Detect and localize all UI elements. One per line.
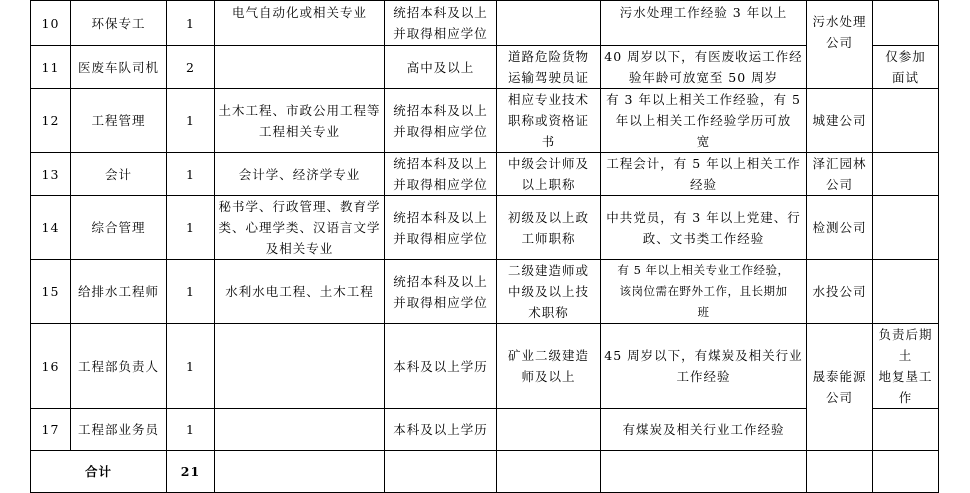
major-requirement <box>215 409 385 451</box>
table-row <box>31 196 939 260</box>
qualification-requirement: 相应专业技术 职称或资格证 书 <box>497 89 601 153</box>
headcount: 1 <box>167 324 215 409</box>
headcount: 1 <box>167 89 215 153</box>
empty-cell <box>215 451 385 493</box>
table-row <box>31 153 939 196</box>
major-requirement: 会计学、经济学专业 <box>215 153 385 196</box>
education-requirement: 统招本科及以上 并取得相应学位 <box>385 1 497 46</box>
total-row <box>31 451 939 493</box>
row-number: 10 <box>31 1 71 46</box>
major-requirement: 秘书学、行政管理、教育学 类、心理学类、汉语言文学 及相关专业 <box>215 196 385 260</box>
row-number: 17 <box>31 409 71 451</box>
experience-requirement: 有 5 年以上相关专业工作经验， 该岗位需在野外工作，且长期加 班 <box>601 260 807 324</box>
row-number: 12 <box>31 89 71 153</box>
education-requirement: 统招本科及以上 并取得相应学位 <box>385 196 497 260</box>
company-name: 污水处理 公司 <box>807 1 873 89</box>
total-count: 21 <box>167 451 215 493</box>
qualification-requirement <box>497 1 601 46</box>
education-requirement: 本科及以上学历 <box>385 324 497 409</box>
recruitment-table <box>30 0 939 493</box>
experience-requirement: 工程会计，有 5 年以上相关工作 经验 <box>601 153 807 196</box>
row-number: 16 <box>31 324 71 409</box>
remark <box>873 260 939 324</box>
position-name: 环保专工 <box>71 1 167 46</box>
table-row <box>31 89 939 153</box>
experience-requirement: 污水处理工作经验 3 年以上 <box>601 1 807 46</box>
remark <box>873 89 939 153</box>
remark: 负责后期土 地复垦工作 <box>873 324 939 409</box>
empty-cell <box>385 451 497 493</box>
remark: 仅参加 面试 <box>873 46 939 89</box>
company-name: 水投公司 <box>807 260 873 324</box>
qualification-requirement: 中级会计师及 以上职称 <box>497 153 601 196</box>
empty-cell <box>807 451 873 493</box>
row-number: 15 <box>31 260 71 324</box>
row-number: 14 <box>31 196 71 260</box>
education-requirement: 高中及以上 <box>385 46 497 89</box>
table-row <box>31 324 939 409</box>
position-name: 会计 <box>71 153 167 196</box>
qualification-requirement <box>497 409 601 451</box>
position-name: 工程管理 <box>71 89 167 153</box>
empty-cell <box>497 451 601 493</box>
empty-cell <box>873 451 939 493</box>
table-row <box>31 1 939 46</box>
company-name: 城建公司 <box>807 89 873 153</box>
position-name: 工程部负责人 <box>71 324 167 409</box>
education-requirement: 统招本科及以上 并取得相应学位 <box>385 89 497 153</box>
education-requirement: 统招本科及以上 并取得相应学位 <box>385 153 497 196</box>
remark <box>873 1 939 46</box>
experience-requirement: 40 周岁以下，有医废收运工作经 验年龄可放宽至 50 周岁 <box>601 46 807 89</box>
row-number: 13 <box>31 153 71 196</box>
empty-cell <box>601 451 807 493</box>
headcount: 1 <box>167 409 215 451</box>
major-requirement: 水利水电工程、土木工程 <box>215 260 385 324</box>
qualification-requirement: 道路危险货物 运输驾驶员证 <box>497 46 601 89</box>
headcount: 1 <box>167 1 215 46</box>
experience-requirement: 有 3 年以上相关工作经验，有 5 年以上相关工作经验学历可放 宽 <box>601 89 807 153</box>
headcount: 1 <box>167 260 215 324</box>
position-name: 医废车队司机 <box>71 46 167 89</box>
headcount: 2 <box>167 46 215 89</box>
headcount: 1 <box>167 196 215 260</box>
table-row <box>31 46 939 89</box>
major-requirement <box>215 324 385 409</box>
headcount: 1 <box>167 153 215 196</box>
qualification-requirement: 矿业二级建造 师及以上 <box>497 324 601 409</box>
table-row <box>31 260 939 324</box>
major-requirement: 土木工程、市政公用工程等 工程相关专业 <box>215 89 385 153</box>
qualification-requirement: 初级及以上政 工师职称 <box>497 196 601 260</box>
remark <box>873 409 939 451</box>
row-number: 11 <box>31 46 71 89</box>
remark <box>873 196 939 260</box>
education-requirement: 本科及以上学历 <box>385 409 497 451</box>
major-requirement <box>215 46 385 89</box>
qualification-requirement: 二级建造师或 中级及以上技 术职称 <box>497 260 601 324</box>
experience-requirement: 45 周岁以下，有煤炭及相关行业 工作经验 <box>601 324 807 409</box>
company-name: 检测公司 <box>807 196 873 260</box>
company-name: 晟泰能源 公司 <box>807 324 873 451</box>
total-label: 合计 <box>31 451 167 493</box>
table-row <box>31 409 939 451</box>
company-name: 泽汇园林 公司 <box>807 153 873 196</box>
position-name: 工程部业务员 <box>71 409 167 451</box>
experience-requirement: 有煤炭及相关行业工作经验 <box>601 409 807 451</box>
remark <box>873 153 939 196</box>
major-requirement: 电气自动化或相关专业 <box>215 1 385 46</box>
position-name: 给排水工程师 <box>71 260 167 324</box>
education-requirement: 统招本科及以上 并取得相应学位 <box>385 260 497 324</box>
experience-requirement: 中共党员，有 3 年以上党建、行 政、文书类工作经验 <box>601 196 807 260</box>
position-name: 综合管理 <box>71 196 167 260</box>
